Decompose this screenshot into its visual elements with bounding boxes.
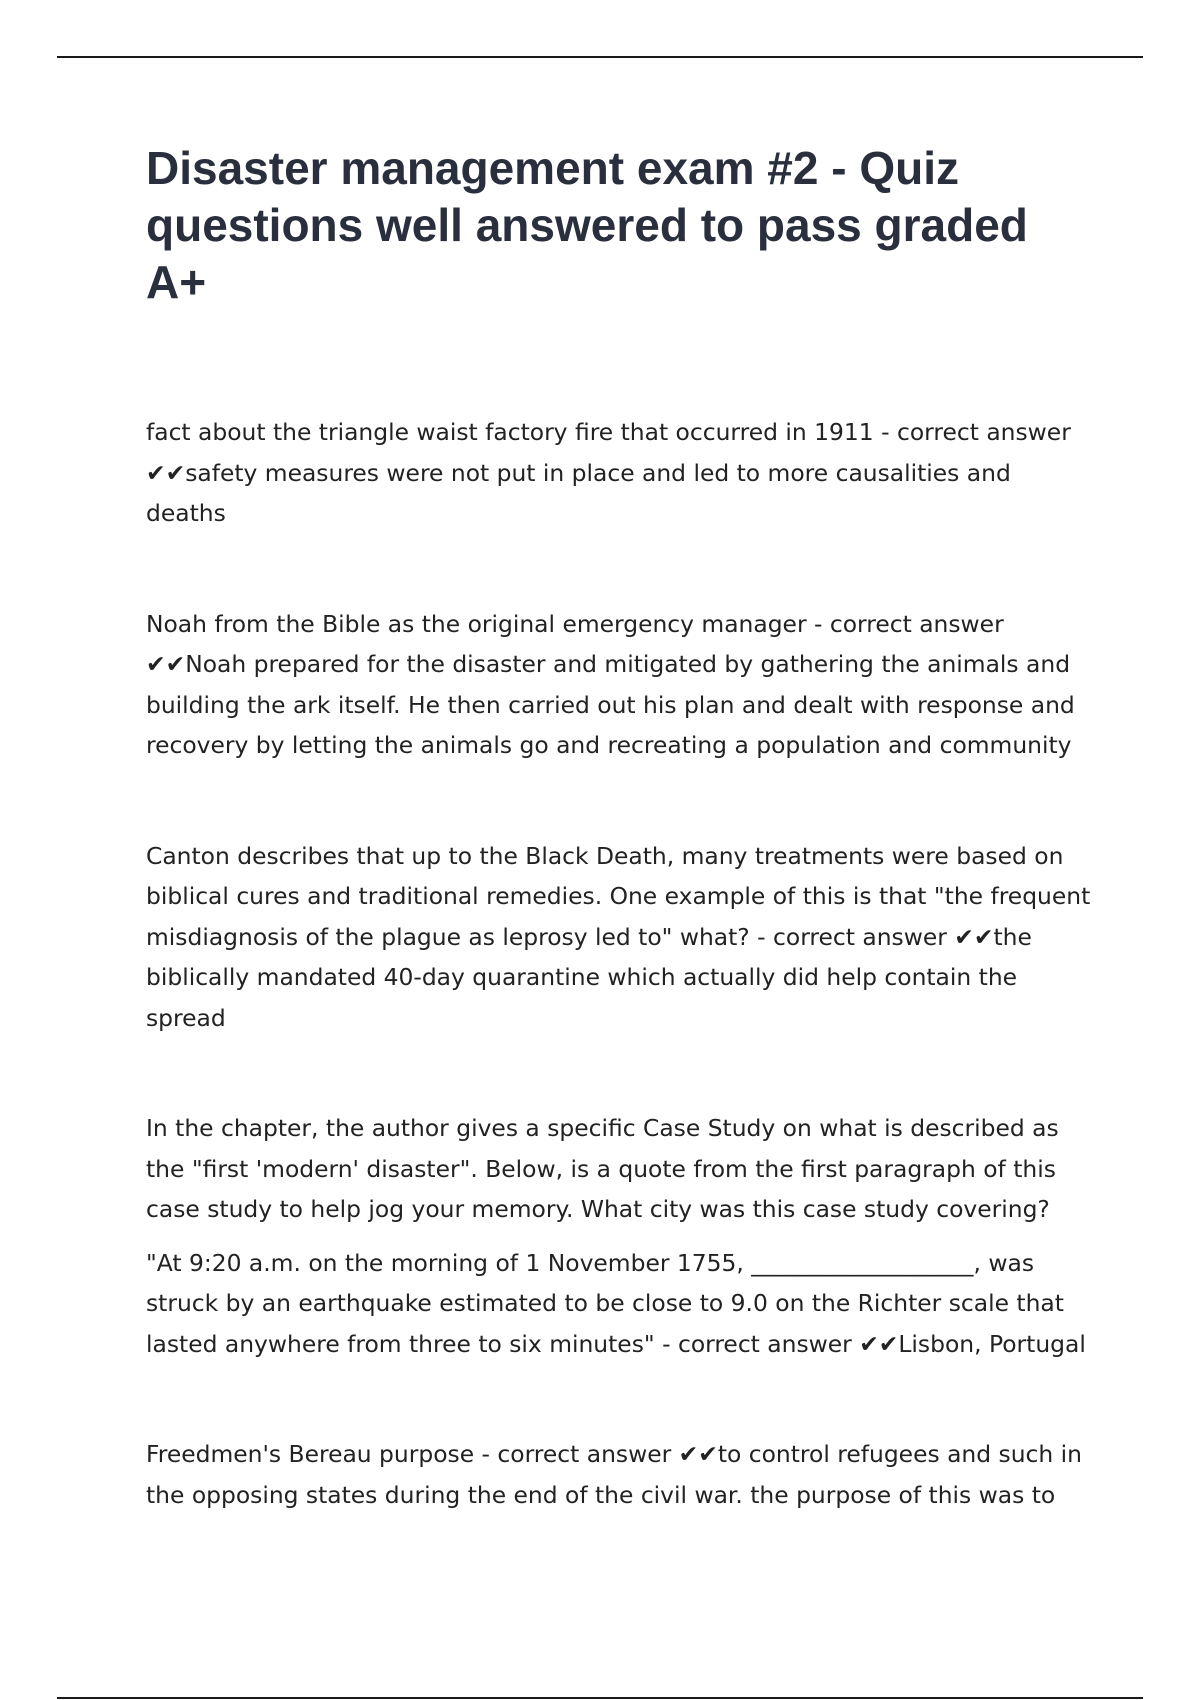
qa-item-black-death [146,836,1096,1039]
qa-item-triangle-fire [146,412,1096,534]
qa-text: fact about the triangle waist factory fire that occurred in 1911 - correct answer ✔✔safety measures were not put in place and led to more causalities and deaths [146,418,1071,527]
document-body [146,140,1096,1585]
qa-text: Noah from the Bible as the original emergency manager - correct answer ✔✔Noah prepared for the disaster and mitigated by gathering the animals and building the ark itself. He then carried out his plan and dealt with response and recovery by letting the animals go and recreating a population and community [146,609,1075,759]
top-divider [57,56,1143,58]
qa-item-noah [146,604,1096,766]
bottom-divider [57,1697,1143,1699]
qa-list [146,412,1096,1515]
document-title: Disaster management exam #2 - Quiz questions well answered to pass graded A+ [146,142,1028,308]
qa-text: In the chapter, the author gives a specific Case Study on what is described as the "first 'modern' disaster". Below, is a quote from the first paragraph of this case study to help jog your memory. What city was this case study covering? [146,1114,1059,1223]
qa-item-lisbon [146,1108,1096,1364]
qa-text: Canton describes that up to the Black Death, many treatments were based on biblical cures and traditional remedies. One example of this is that "the frequent misdiagnosis of the plague as leprosy led to" what? - correct answer ✔✔the biblically mandated 40-day quarantine which actually did help contain the spread [146,841,1091,1032]
qa-text: Freedmen's Bereau purpose - correct answer ✔✔to control refugees and such in the opposing states during the end of the civil war. the purpose of this was to [146,1440,1082,1509]
qa-quote: "At 9:20 a.m. on the morning of 1 November 1755, ___________________, was struck by an earthquake estimated to be close to 9.0 on the Richter scale that lasted anywhere from three to six minutes" - correct answer ✔✔Lisbon, Portugal [146,1248,1086,1358]
qa-item-freedmens-bureau [146,1434,1096,1515]
